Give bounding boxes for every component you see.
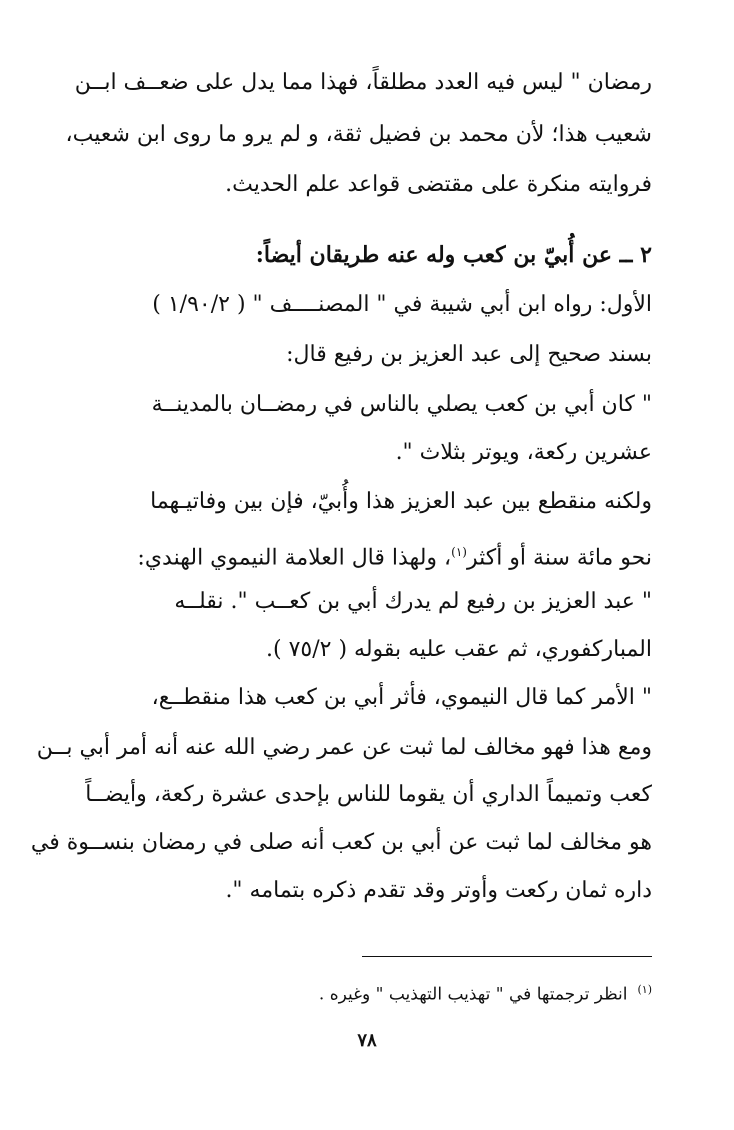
- text-line-10-end: ، ولهذا قال العلامة النيموي الهندي:: [137, 545, 452, 571]
- text-line-17: داره ثمان ركعت وأوتر وقد تقدم ذكره بتمامه ".: [225, 878, 652, 903]
- text-line-9: ولكنه منقطع بين عبد العزيز هذا وأُبيّ، فإن بين وفاتيـهما: [150, 489, 652, 514]
- text-line-2: شعيب هذا؛ لأن محمد بن فضيل ثقة، و لم يرو ما روى ابن شعيب،: [65, 122, 652, 147]
- text-line-7: " كان أبي بن كعب يصلي بالناس في رمضــان بالمدينــة: [151, 392, 652, 417]
- footnote-text: انظر ترجمتها في " تهذيب التهذيب " وغيره .: [318, 984, 628, 1005]
- text-line-16: هو مخالف لما ثبت عن أبي بن كعب أنه صلى في رمضان بنســوة في: [30, 830, 652, 855]
- footnote: [319, 978, 652, 1007]
- text-line-10: [137, 537, 652, 571]
- text-line-3: فروايته منكرة على مقتضى قواعد علم الحديث.: [225, 172, 652, 197]
- text-line-12: المباركفوري، ثم عقب عليه بقوله ( ٧٥/٢ ).: [266, 637, 652, 662]
- section-heading: ٢ ــ عن أُبيّ بن كعب وله عنه طريقان أيضاً:: [255, 242, 652, 268]
- text-line-10-start: نحو مائة سنة أو أكثر: [466, 545, 652, 571]
- text-line-11: " عبد العزيز بن رفيع لم يدرك أبي بن كعــب ". نقلــه: [174, 589, 652, 614]
- footnote-divider: [362, 956, 652, 957]
- page-number: ٧٨: [357, 1030, 377, 1051]
- footnote-reference-marker: (١): [451, 545, 467, 559]
- text-line-8: عشرين ركعة، ويوتر بثلاث ".: [395, 440, 652, 465]
- text-line-15: كعب وتميماً الداري أن يقوما للناس بإحدى عشرة ركعة، وأيضــاً: [85, 782, 652, 807]
- text-line-6: بسند صحيح إلى عبد العزيز بن رفيع قال:: [286, 342, 652, 367]
- footnote-number: (١): [637, 983, 652, 996]
- text-line-1: رمضان " ليس فيه العدد مطلقاً، فهذا مما يدل على ضعــف ابــن: [74, 70, 652, 95]
- text-line-14: ومع هذا فهو مخالف لما ثبت عن عمر رضي الله عنه أنه أمر أبي بــن: [36, 735, 652, 760]
- text-line-13: " الأمر كما قال النيموي، فأثر أبي بن كعب هذا منقطــع،: [151, 685, 652, 710]
- text-line-5: الأول: رواه ابن أبي شيبة في " المصنــــف " ( ١/٩٠/٢ ): [152, 292, 652, 317]
